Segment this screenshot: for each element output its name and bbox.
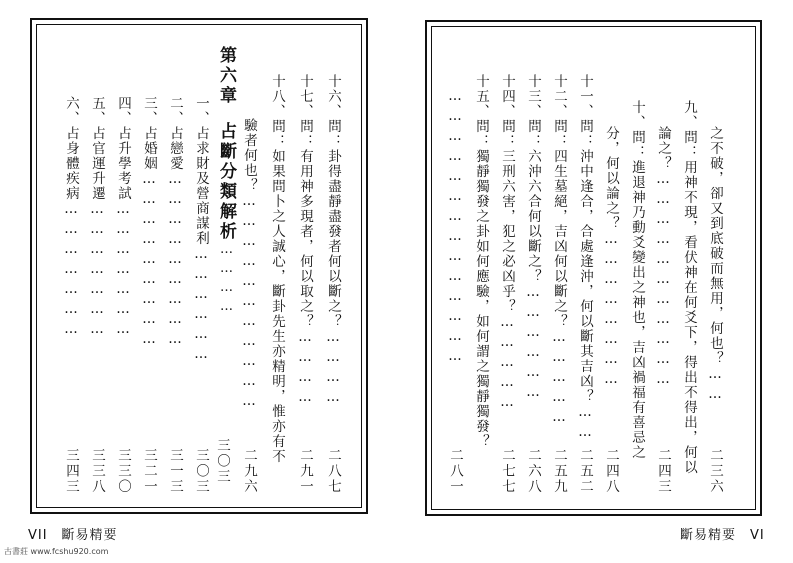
section-text: 六、占身體疾病 — [63, 96, 79, 201]
leader-dots: ………………… — [115, 201, 131, 341]
toc-entry — [548, 74, 570, 494]
section-text: 五、占官運升遷 — [89, 96, 105, 201]
section-entry — [138, 96, 160, 494]
toc-page-number: 二五九 — [551, 447, 567, 494]
toc-entry-text: 十二、問：四生墓絕，吉凶何以斷之？ — [551, 74, 567, 329]
toc-entry — [294, 74, 316, 494]
leader-dots: …………………… — [603, 231, 619, 391]
toc-page-number: 二九六 — [241, 447, 257, 494]
toc-page-number: 二三六 — [707, 447, 723, 494]
toc-entry — [470, 74, 492, 494]
section-page-number: 三一三 — [167, 447, 183, 494]
leader-dots: …………… — [499, 314, 515, 414]
leader-dots: ………… — [325, 329, 341, 409]
leader-dots: …………………………………… — [447, 88, 463, 368]
toc-entry — [704, 126, 726, 494]
section-text: 二、占戀愛 — [167, 96, 183, 171]
toc-entry-text: 論之？ — [655, 126, 671, 171]
toc-entry-text: 十八、問：如果問卜之人誠心，斷卦先生亦精明，惟亦有不 — [269, 74, 285, 464]
toc-entry — [266, 74, 288, 494]
leader-dots: …………………………… — [655, 171, 671, 391]
leader-dots: …………… — [551, 329, 567, 429]
chapter-title: 占斷分類解析 — [216, 122, 236, 242]
toc-entry — [626, 100, 648, 494]
toc-entry — [322, 74, 344, 494]
toc-entry — [574, 74, 596, 494]
toc-entry — [522, 74, 544, 494]
toc-entry-text: 十三、問：六沖六合何以斷之？ — [525, 74, 541, 284]
leader-dots: …………………………… — [241, 193, 257, 413]
toc-entry-text: 十、問：進退神乃動爻變出之神也，吉凶禍福有喜忌之 — [629, 100, 645, 460]
toc-entry — [652, 126, 674, 494]
right-page-footer: 斷易精要 VI — [680, 528, 765, 543]
toc-entry-text: 十一、問：沖中逢合，合處逢沖，何以斷其吉凶？ — [577, 74, 593, 404]
section-page-number: 三〇三 — [193, 447, 209, 494]
section-text: 一、占求財及營商謀利 — [193, 96, 209, 246]
section-entry — [86, 96, 108, 494]
leader-dots: ………………… — [89, 201, 105, 341]
toc-entry-text: 十四、問：三刑六害，犯之必凶乎？ — [499, 74, 515, 314]
toc-page-number: 二七七 — [499, 447, 515, 494]
toc-page-number: 二八七 — [325, 447, 341, 494]
section-text: 三、占婚姻 — [141, 96, 157, 171]
toc-page-number: 二八一 — [447, 447, 463, 494]
toc-entry — [238, 74, 260, 494]
leader-dots: ………… — [297, 329, 313, 409]
toc-entry-text: 十七、問：有用神多現者，何以取之？ — [297, 74, 313, 329]
section-page-number: 三二一 — [141, 447, 157, 494]
leader-dots: ……………… — [193, 246, 209, 366]
left-page-footer: VII 斷易精要 — [28, 528, 118, 543]
section-text: 四、占升學考試 — [115, 96, 131, 201]
toc-entry-text: 之不破，卻又到底破而無用，何也？ — [707, 126, 723, 366]
toc-page-number: 二五二 — [577, 447, 593, 494]
toc-entry — [678, 100, 700, 494]
toc-entry-text: 分，何以論之？ — [603, 126, 619, 231]
section-page-number: 三三八 — [89, 447, 105, 494]
toc-page-number: 二六八 — [525, 447, 541, 494]
leader-dots: ………… — [219, 242, 234, 318]
chapter-number: 第六章 — [216, 46, 236, 106]
toc-entry — [600, 126, 622, 494]
section-page-number: 三四三 — [63, 447, 79, 494]
section-entry — [60, 96, 82, 494]
toc-page-number: 二四八 — [603, 447, 619, 494]
chapter-page-number: 三〇三 — [214, 437, 230, 484]
toc-entry-text: 十五、問：獨靜獨發之卦如何應驗，如何謂之獨靜獨發？ — [473, 74, 489, 449]
toc-entry-text: 驗者何也？ — [241, 118, 257, 193]
watermark: 古書莊 www.fcshu920.com — [4, 547, 109, 556]
leader-dots: ………………… — [63, 201, 79, 341]
toc-entry — [496, 74, 518, 494]
chapter-heading — [212, 46, 240, 484]
toc-page-number: 二九一 — [297, 447, 313, 494]
toc-entry-text: 九、問：用神不現，看伏神在何爻下，得出不得出，何以 — [681, 100, 697, 475]
leader-dots: …… — [707, 366, 723, 406]
toc-entry-text: 十六、問：卦得盡靜盡發者何以斷之？ — [325, 74, 341, 329]
section-entry — [190, 96, 212, 494]
leader-dots: ……………………… — [141, 171, 157, 351]
leader-dots: …… — [577, 404, 593, 444]
leader-dots: ……………………… — [167, 171, 183, 351]
toc-entry — [444, 88, 466, 494]
leader-dots: ……………… — [525, 284, 541, 404]
section-entry — [112, 96, 134, 494]
section-page-number: 三三〇 — [115, 447, 131, 494]
toc-page-number: 二四三 — [655, 447, 671, 494]
section-entry — [164, 96, 186, 494]
